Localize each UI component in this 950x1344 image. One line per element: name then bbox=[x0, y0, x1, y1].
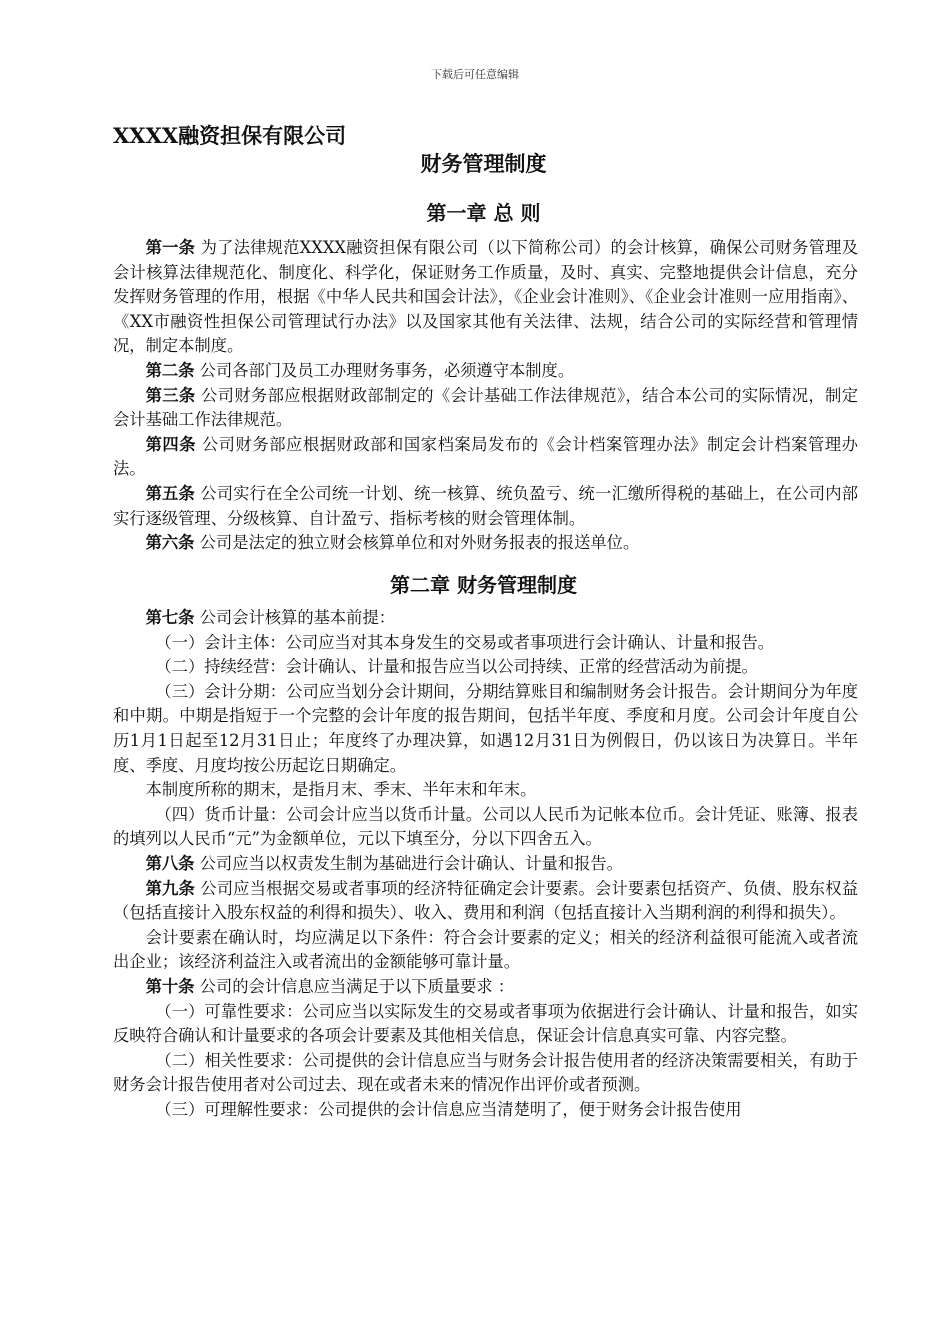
article-label: 第八条 bbox=[145, 853, 195, 873]
paragraph-text: （四）货币计量：公司会计应当以货币计量。公司以人民币为记帐本位币。会计凭证、账簿、报表的填列以人民币“元”为金额单位，元以下填至分，分以下四舍五入。 bbox=[113, 804, 858, 849]
paragraph-text: 公司的会计信息应当满足于以下质量要求 ： bbox=[199, 976, 515, 996]
paragraph bbox=[113, 778, 858, 803]
paragraph-text: 公司财务部应根据财政部制定的《会计基础工作法律规范》，结合本公司的实际情况，制定会计基础工作法律规范。 bbox=[113, 385, 858, 430]
article-label: 第六条 bbox=[145, 533, 195, 553]
article-label: 第十条 bbox=[145, 976, 195, 996]
paragraph bbox=[113, 803, 858, 852]
chapter-2-body bbox=[113, 606, 858, 1122]
paragraph bbox=[113, 852, 858, 877]
chapter-2-title: 第二章 财务管理制度 bbox=[390, 573, 577, 597]
paragraph-text: 为了法律规范XXXX融资担保有限公司（以下简称公司）的会计核算，确保公司财务管理及会计核算法律规范化、制度化、科学化，保证财务工作质量，及时、真实、完整地提供会计信息，充分发挥财务管理的作用，根据《中华人民共和国会计法》，《企业会计准则》、《企业会计准则一应用指南》、《XX市融资性担保公司管理试行办法》以及国家其他有关法律、法规，结合公司的实际经营和管理情况，制定本制度。 bbox=[113, 238, 858, 356]
paragraph-text: 公司应当根据交易或者事项的经济特征确定会计要素。会计要素包括资产、负债、股东权益（包括直接计入股东权益的利得和损失）、收入、费用和利润（包括直接计入当期利润的利得和损失）。 bbox=[113, 878, 858, 923]
paragraph bbox=[113, 606, 858, 631]
article-label: 第五条 bbox=[145, 483, 195, 503]
paragraph-text: 公司应当以权责发生制为基础进行会计确认、计量和报告。 bbox=[199, 853, 623, 873]
paragraph-text: 公司财务部应根据财政部和国家档案局发布的《会计档案管理办法》制定会计档案管理办法。 bbox=[113, 434, 858, 479]
paragraph bbox=[113, 655, 858, 680]
paragraph bbox=[113, 975, 858, 1000]
paragraph bbox=[113, 680, 858, 778]
article-label: 第二条 bbox=[145, 360, 195, 380]
article-label: 第一条 bbox=[145, 238, 196, 257]
article-label: 第九条 bbox=[145, 878, 195, 898]
paragraph bbox=[113, 877, 858, 926]
paragraph-text: （二）持续经营：会计确认、计量和报告应当以公司持续、正常的经营活动为前提。 bbox=[155, 657, 758, 677]
chapter-1-title: 第一章 总 则 bbox=[426, 201, 541, 225]
paragraph-text: （三）会计分期：公司应当划分会计期间，分期结算账目和编制财务会计报告。会计期间分为年度和中期。中期是指短于一个完整的会计年度的报告期间，包括半年度、季度和月度。公司会计年度自公历1月1日起至12月31日止；年度终了办理决算，如遇12月31日为例假日，仍以该日为决算日。半年度、季度、月度均按公历起讫日期确定。 bbox=[113, 681, 858, 775]
article-label: 第三条 bbox=[145, 385, 196, 405]
document-title: 财务管理制度 bbox=[420, 151, 547, 176]
paragraph-text: 公司实行在全公司统一计划、统一核算、统负盈亏、统一汇缴所得税的基础上，在公司内部实行逐级管理、分级核算、自计盈亏、指标考核的财会管理体制。 bbox=[113, 483, 858, 528]
paragraph bbox=[113, 1098, 858, 1123]
paragraph bbox=[113, 482, 858, 531]
paragraph bbox=[113, 926, 858, 975]
paragraph-text: 公司会计核算的基本前提： bbox=[199, 608, 396, 627]
paragraph-text: （二）相关性要求：公司提供的会计信息应当与财务会计报告使用者的经济决策需要相关，有助于财务会计报告使用者对公司过去、现在或者未来的情况作出评价或者预测。 bbox=[113, 1050, 858, 1095]
paragraph-text: （一）可靠性要求：公司应当以实际发生的交易或者事项为依据进行会计确认、计量和报告，如实反映符合确认和计量要求的各项会计要素及其他相关信息，保证会计信息真实可靠、内容完整。 bbox=[113, 1001, 858, 1046]
paragraph bbox=[113, 1049, 858, 1098]
paragraph-text: 本制度所称的期末，是指月末、季末、半年末和年末。 bbox=[145, 780, 537, 800]
paragraph-text: （三）可理解性要求：公司提供的会计信息应当清楚明了，便于财务会计报告使用 bbox=[155, 1099, 742, 1119]
header-note: 下载后可任意编辑 bbox=[431, 68, 519, 81]
paragraph bbox=[113, 631, 858, 656]
paragraph bbox=[113, 531, 858, 556]
paragraph bbox=[113, 433, 858, 482]
paragraph bbox=[113, 384, 858, 433]
paragraph-text: 公司是法定的独立财会核算单位和对外财务报表的报送单位。 bbox=[199, 533, 640, 553]
paragraph bbox=[113, 1000, 858, 1049]
paragraph-text: 公司各部门及员工办理财务事务，必须遵守本制度。 bbox=[199, 360, 575, 380]
paragraph bbox=[113, 359, 858, 384]
paragraph bbox=[113, 236, 858, 359]
chapter-1-body bbox=[113, 236, 858, 556]
paragraph-text: （一）会计主体：公司应当对其本身发生的交易或者事项进行会计确认、计量和报告。 bbox=[155, 632, 775, 652]
article-label: 第四条 bbox=[145, 434, 197, 454]
company-name: XXXX融资担保有限公司 bbox=[113, 123, 347, 148]
paragraph-text: 会计要素在确认时，均应满足以下条件：符合会计要素的定义；相关的经济利益很可能流入或者流出企业；该经济利益注入或者流出的金额能够可靠计量。 bbox=[113, 927, 858, 972]
article-label: 第七条 bbox=[145, 608, 195, 627]
